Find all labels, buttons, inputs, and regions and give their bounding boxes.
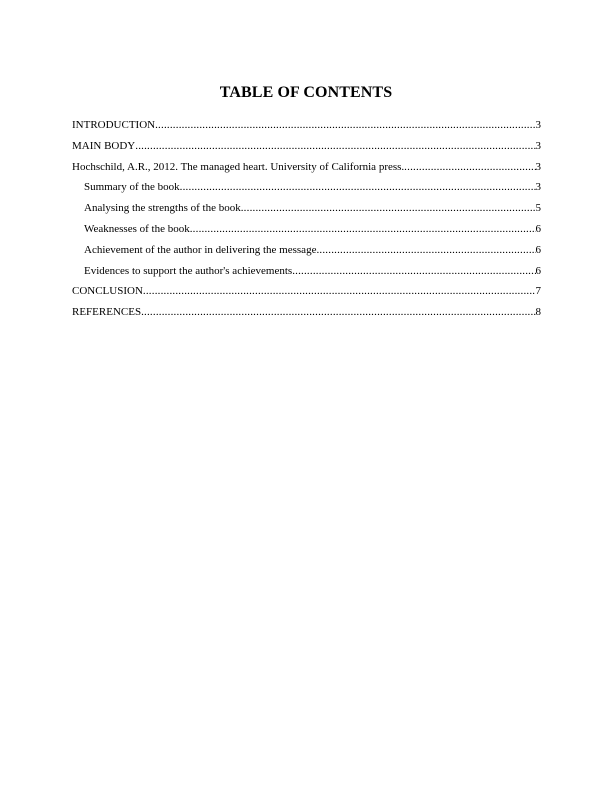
toc-entry-text: CONCLUSION bbox=[72, 285, 143, 298]
toc-page-number: 5 bbox=[535, 202, 541, 215]
toc-page-number: 7 bbox=[535, 285, 541, 298]
toc-entry-introduction[interactable] bbox=[72, 115, 541, 136]
toc-entry-achievement[interactable] bbox=[72, 240, 541, 261]
toc-entry-hochschild[interactable] bbox=[72, 157, 541, 178]
toc-page-number: 3 bbox=[535, 119, 541, 131]
toc-leader-dots bbox=[143, 281, 536, 302]
toc-leader-dots bbox=[180, 177, 536, 198]
toc-leader-dots bbox=[155, 115, 535, 136]
toc-leader-dots bbox=[135, 136, 535, 157]
toc-entry-summary[interactable] bbox=[72, 177, 541, 198]
toc-leader-dots bbox=[190, 219, 536, 240]
toc-entry-text: Summary of the book bbox=[84, 181, 180, 194]
toc-entry-references[interactable] bbox=[72, 302, 541, 323]
toc-page-number: 6 bbox=[535, 243, 541, 256]
toc-entry-text: INTRODUCTION bbox=[72, 119, 156, 131]
toc-entry-text: MAIN BODY bbox=[72, 139, 136, 152]
toc-entry-text: Evidences to support the author's achievements bbox=[84, 264, 293, 277]
toc-title: TABLE OF CONTENTS bbox=[219, 84, 393, 101]
toc-entry-evidences[interactable] bbox=[72, 261, 541, 282]
toc-entry-weaknesses[interactable] bbox=[72, 219, 541, 240]
toc-entry-main-body[interactable] bbox=[72, 136, 541, 157]
toc-page-number: 8 bbox=[535, 306, 541, 319]
toc-leader-dots bbox=[292, 261, 535, 282]
toc-page-number: 6 bbox=[535, 264, 541, 277]
toc-entry-text: Weaknesses of the book bbox=[84, 222, 190, 235]
toc-page-number: 3 bbox=[535, 181, 541, 194]
toc-entry-text: REFERENCES bbox=[72, 306, 142, 319]
toc-entry-strengths[interactable] bbox=[72, 198, 541, 219]
toc-leader-dots bbox=[404, 157, 535, 178]
toc-leader-dots bbox=[316, 240, 535, 261]
toc-page-number: 6 bbox=[535, 222, 541, 235]
toc-list bbox=[72, 115, 541, 323]
toc-entry-text: Hochschild, A.R., 2012. The managed heart. University of California press. bbox=[72, 160, 405, 173]
toc-entry-text: Achievement of the author in delivering the message bbox=[84, 243, 317, 256]
toc-page-number: 3 bbox=[535, 139, 541, 152]
toc-entry-conclusion[interactable] bbox=[72, 281, 541, 302]
toc-leader-dots bbox=[241, 198, 536, 219]
toc-leader-dots bbox=[141, 302, 535, 323]
toc-page-number: 3 bbox=[535, 160, 541, 173]
toc-entry-text: Analysing the strengths of the book bbox=[84, 202, 241, 215]
